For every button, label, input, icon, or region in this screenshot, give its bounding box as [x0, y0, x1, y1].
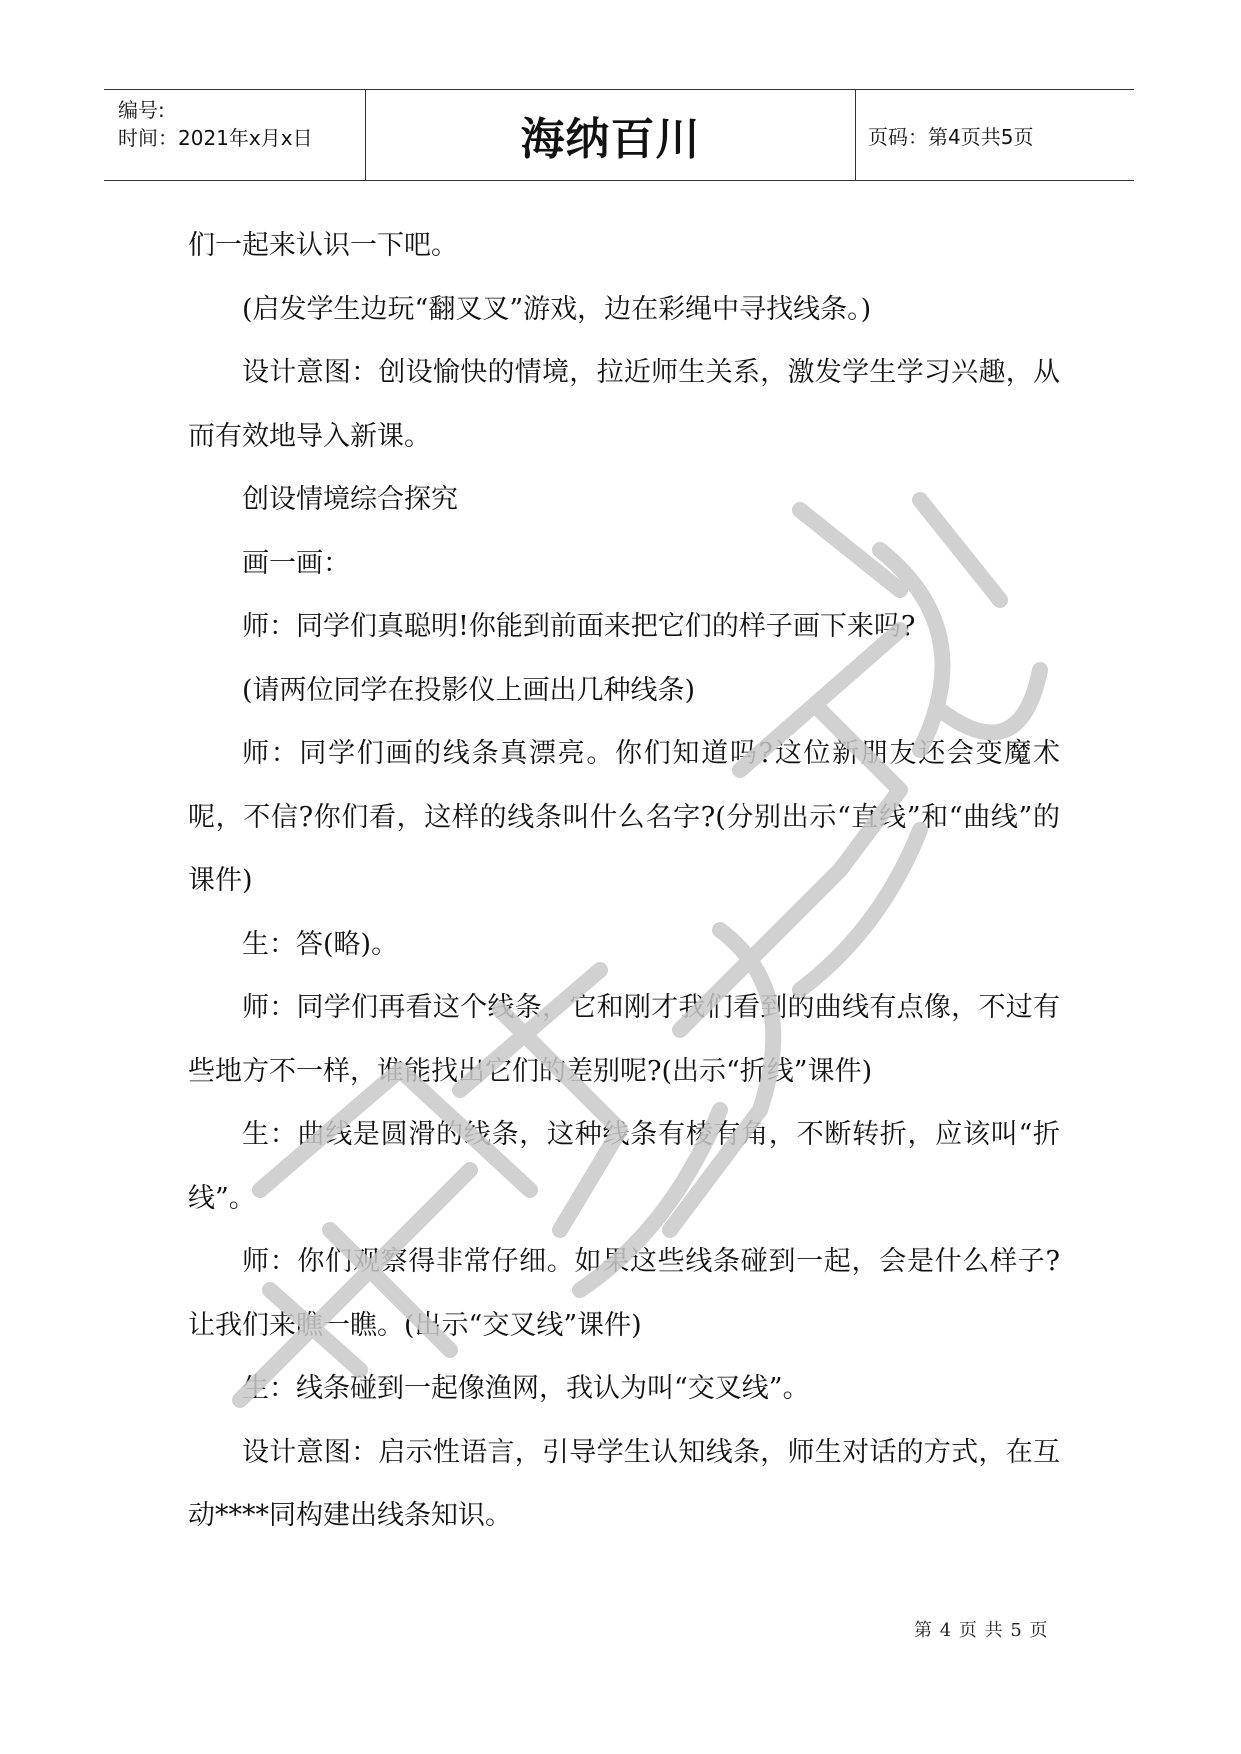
paragraph: 师：同学们画的线条真漂亮。你们知道吗?这位新朋友还会变魔术呢，不信?你们看，这样的线条叫什么名字?(分别出示“直线”和“曲线”的课件) — [188, 738, 1060, 896]
paragraph: 设计意图：启示性语言，引导学生认知线条，师生对话的方式，在互动****同构建出线条知识。 — [188, 1436, 1060, 1531]
document-body — [188, 214, 1060, 1548]
header-title: 海纳百川 — [366, 90, 856, 180]
header-left-cell — [104, 90, 366, 180]
page-footer: 第 4 页 共 5 页 — [914, 1620, 1049, 1641]
header-page-label: 页码：第4页共5页 — [868, 124, 1034, 149]
paragraph: 设计意图：创设愉快的情境，拉近师生关系，激发学生学习兴趣，从而有效地导入新课。 — [188, 357, 1060, 452]
paragraph: 生：曲线是圆滑的线条，这种线条有棱有角，不断转折，应该叫“折线”。 — [188, 1119, 1060, 1214]
paragraph: 们一起来认识一下吧。 — [188, 230, 458, 261]
paragraph: 生：答(略)。 — [242, 928, 399, 960]
page-header — [104, 89, 1134, 181]
paragraph: 师：同学们真聪明!你能到前面来把它们的样子画下来吗? — [242, 611, 916, 642]
paragraph: 生：线条碰到一起像渔网，我认为叫“交叉线”。 — [242, 1373, 810, 1404]
document-number-label: 编号: — [118, 98, 165, 122]
paragraph: 画一画： — [242, 547, 350, 579]
paragraph: 师：你们观察得非常仔细。如果这些线条碰到一起，会是什么样子?让我们来瞧一瞧。(出示“交叉线”课件) — [188, 1246, 1060, 1341]
paragraph: 创设情境综合探究 — [242, 484, 458, 515]
paragraph: (请两位同学在投影仪上画出几种线条) — [242, 674, 696, 706]
paragraph: (启发学生边玩“翻叉叉”游戏，边在彩绳中寻找线条。) — [242, 293, 872, 325]
paragraph: 师：同学们再看这个线条，它和刚才我们看到的曲线有点像，不过有些地方不一样，谁能找出它们的差别呢?(出示“折线”课件) — [188, 992, 1060, 1087]
document-time-label: 时间：2021年x月x日 — [118, 126, 313, 150]
